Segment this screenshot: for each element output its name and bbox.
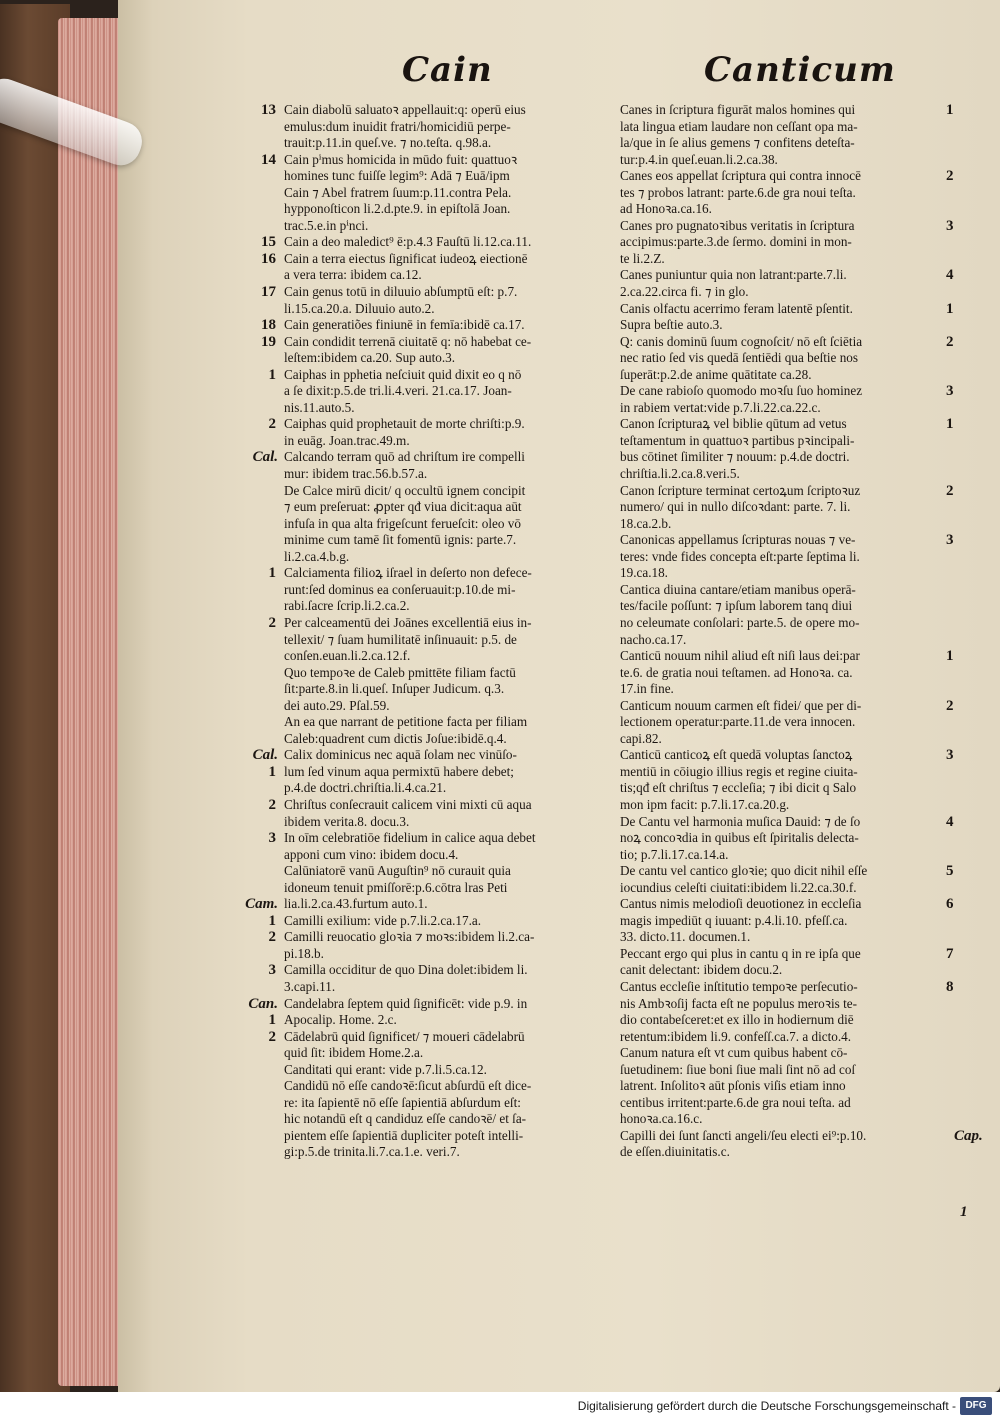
index-entry [620, 863, 954, 896]
entry-line: Per calceamentū dei Joānes excellentiā eius in- [284, 614, 532, 630]
entry-line: trac.5.e.in pⁱnci. [284, 217, 369, 233]
entry-line: Cain a terra eiectus ſignificat iudeoꝝ eiectionē [284, 250, 528, 266]
entry-line: centibus irritent:parte.6.de gra noui teſta. ad [620, 1094, 851, 1110]
entry-line: nis Ambꝛoſij facta eſt ne populus meroꝛis te- [620, 995, 858, 1011]
index-entry [620, 482, 954, 533]
entry-number: 4 [946, 267, 954, 284]
entry-line: ibidem verita.8. docu.3. [284, 813, 410, 829]
entry-line: Canditati qui erant: vide p.7.li.5.ca.12. [284, 1061, 487, 1077]
entry-line: Canticū canticoꝝ eſt quedā voluptas ſanctoꝝ [620, 747, 853, 763]
entry-line: la/que in ſe alius gemens ⁊ confitens deteſta- [620, 135, 855, 151]
entry-line: iocundius celeſti ciuitati:ibidem li.22.ca.30.f. [620, 879, 857, 895]
entry-line: teſtamentum in quattuoꝛ partibus pꝛincipali- [620, 432, 855, 448]
running-head-right: Canticum [704, 50, 896, 90]
index-entry [268, 565, 600, 615]
entry-number: 1 [268, 1012, 276, 1029]
entry-number: 2 [946, 333, 954, 350]
entry-line: lum ſed vinum aqua permixtū habere debet; [284, 763, 514, 779]
entry-line: 17.in fine. [620, 681, 674, 697]
entry-line: nacho.ca.17. [620, 631, 687, 647]
entry-number: 3 [946, 747, 954, 764]
dfg-logo: DFG [960, 1397, 992, 1415]
entry-line: Calciamenta filioꝝ iſrael in deſerto non defece- [284, 565, 532, 581]
entry-line: emulus:dum inuidit fratri/homicidiū perpe- [284, 118, 511, 134]
index-entry [284, 863, 600, 896]
page-edges [58, 18, 122, 1386]
index-entry [268, 1012, 600, 1029]
entry-line: capi.82. [620, 730, 662, 746]
entry-line: li.2.ca.4.b.g. [284, 548, 350, 564]
entry-line: Q: canis dominū ſuum cognoſcit/ nō eſt ſciētia [620, 333, 863, 349]
entry-line: dio contabeſceret:et ex illo in hodiernum diē [620, 1012, 854, 1028]
entry-line: tes ⁊ probos latrant: parte.6.de gra noui teſta. [620, 184, 856, 200]
entry-line: no celeumate conſolari: parte.5. de opere mo- [620, 614, 860, 630]
entry-line: Canon ſcripture terminat certoꝝum ſcriptoꝛuz [620, 482, 861, 498]
entry-line: tellexit/ ⁊ ſuam humilitatē inſinuauit: p.5. de [284, 631, 517, 647]
entry-line: tio; p.7.li.17.ca.14.a. [620, 846, 729, 862]
entry-number: 6 [946, 896, 954, 913]
entry-line: accipimus:parte.3.de ſermo. domini in mon- [620, 234, 852, 250]
entry-line: lectionem operatur:parte.11.de vera innocen. [620, 714, 856, 730]
index-entry [620, 813, 954, 864]
left-column [245, 102, 600, 1161]
entry-number: 2 [268, 416, 276, 433]
entry-line: Canes in ſcriptura figurāt malos homines qui [620, 102, 856, 117]
entry-line: tes/facile poſſunt: ⁊ ipſum laborem tanq diui [620, 598, 853, 614]
entry-line: Cantica diuina cantare/etiam manibus operā- [620, 581, 856, 597]
entry-line: Cādelabrū quid ſignificet/ ⁊ moueri cādelabrū [284, 1028, 525, 1044]
entry-line: a ſe dixit:p.5.de tri.li.4.veri. 21.ca.17. Joan- [284, 383, 512, 399]
entry-line: trauit:p.11.in queſ.ve. ⁊ no.teſta. q.98.a. [284, 135, 492, 151]
entry-line: De cane rabioſo quomodo moꝛſu ſuo hominez [620, 383, 863, 399]
index-entry [252, 747, 600, 764]
running-head-left: Cain [402, 50, 493, 90]
entry-line: mon ipm facit: p.7.li.17.ca.20.g. [620, 796, 790, 812]
entry-line: 18.ca.2.b. [620, 515, 672, 531]
entry-line: Cain pⁱmus homicida in mūdo fuit: quattuoꝛ [284, 151, 518, 167]
entry-line: idoneum tenuit pmiſſorē:p.6.cōtra lras Peti [284, 879, 508, 895]
entry-line: p.4.de doctri.chriſtia.li.4.ca.21. [284, 780, 447, 796]
entry-line: De Cantu vel harmonia muſica Dauid: ⁊ de ſo [620, 813, 861, 829]
entry-line: numero/ qui in nullo diſcoꝛdant: parte. 7. li. [620, 499, 851, 515]
entry-number: 3 [268, 830, 276, 847]
entry-line: Canonicas appellamus ſcripturas nouas ⁊ ve- [620, 532, 856, 548]
entry-line: hic notandū eſt q candiduz eſſe candoꝛē/ et ſa- [284, 1111, 527, 1127]
entry-line: Cantus eccleſie inſtitutio tempoꝛe perſecutio- [620, 978, 858, 994]
entry-line: 2.ca.22.circa fi. ⁊ in glo. [620, 284, 749, 300]
entry-number: 2 [268, 796, 276, 813]
index-entry [620, 217, 954, 268]
entry-line: Supra beſtie auto.3. [620, 317, 723, 333]
entry-line: Canis olfactu acerrimo feram latentē pſentit. [620, 300, 853, 316]
entry-line: ſit:parte.8.in li.queſ. Inſuper Judicum. q.3. [284, 681, 505, 697]
index-entry [620, 697, 954, 748]
entry-line: magis impediūt q iuuant: p.4.li.10. pfeſſ.ca. [620, 912, 848, 928]
entry-number: 15 [261, 234, 276, 251]
index-entry [268, 912, 600, 930]
entry-line: 19.ca.18. [620, 565, 668, 581]
index-entry [620, 267, 954, 300]
entry-line: Cain a deo maledict⁹ ē:p.4.3 Fauſtū li.12.ca.11. [284, 234, 532, 250]
entry-line: Calcando terram quō ad chriſtum ire compelli [284, 449, 525, 465]
entry-line: Calix dominicus nec aquā ſolam nec vinūſo- [284, 747, 517, 763]
entry-line: 33. dicto.11. documen.1. [620, 929, 751, 945]
entry-number: 4 [946, 813, 954, 830]
entry-line: Canticū nouum nihil aliud eſt niſi laus dei:par [620, 648, 860, 664]
index-entry [268, 929, 600, 962]
index-entry [261, 333, 600, 367]
entry-line: pi.18.b. [284, 945, 324, 961]
entry-number: 1 [946, 102, 954, 118]
index-entry [620, 102, 954, 168]
index-entry [620, 168, 954, 218]
index-entry [261, 151, 600, 235]
entry-line: Candelabra ſeptem quid ſignificēt: vide p.9. in [284, 995, 528, 1011]
entry-line: Peccant ergo qui plus in cantu q in re ipſa que [620, 945, 861, 961]
index-entry [268, 763, 600, 797]
entry-number: 5 [946, 863, 954, 880]
entry-number: 1 [946, 300, 954, 317]
index-entry [268, 1028, 600, 1062]
entry-line: Chriſtus conſecrauit calicem vini mixti cū aqua [284, 796, 532, 812]
entry-line: rabi.ſacre ſcrip.li.2.ca.2. [284, 598, 410, 614]
entry-line: bus cōtinet ſimiliter ⁊ nouum: p.4.de doctri. [620, 449, 850, 465]
entry-line: Cain generatiões finiunē in femīa:ibidē ca.17. [284, 317, 525, 333]
right-margin-number: 1 [960, 1204, 968, 1220]
entry-number: 17 [261, 284, 276, 301]
index-entry [284, 1078, 600, 1161]
entry-line: mur: ibidem trac.56.b.57.a. [284, 466, 428, 482]
entry-line: tis;qđ eſt chriſtus ⁊ eccleſia; ⁊ ibi dicit q Salo [620, 780, 857, 796]
entry-line: minime cum tamē ſit fomentū ignis: parte.7. [284, 532, 517, 548]
entry-line: Cain diabolū saluatoꝛ appellauit:q: operū eius [284, 102, 526, 117]
index-entry [268, 614, 600, 665]
entry-line: Capilli dei ſunt ſancti angeli/ſeu electi ei⁹:p.10. [620, 1127, 867, 1143]
index-entry [268, 366, 600, 417]
entry-line: chriſtia.li.2.ca.8.veri.5. [620, 466, 740, 482]
entry-line: Caiphas quid prophetauit de morte chriſti:p.9. [284, 416, 525, 432]
index-entry [268, 962, 600, 995]
entry-line: Cantus nimis melodioſi deuotionez in eccleſia [620, 896, 862, 912]
entry-line: Cain genus totū in diluuio abſumptū eſt: p.7. [284, 284, 518, 300]
section-marker: Cap. [954, 1127, 983, 1144]
entry-line: ſuetudinem: ſiue boni ſiue mali ſint nō ad coſ [620, 1061, 856, 1077]
index-entry [620, 333, 954, 384]
index-entry [284, 665, 600, 715]
entry-line: ad Honoꝛa.ca.16. [620, 201, 712, 217]
entry-line: Camilla occiditur de quo Dina dolet:ibidem li. [284, 962, 528, 978]
entry-number: 1 [268, 565, 276, 582]
index-entry [620, 383, 954, 416]
index-entry [284, 1062, 600, 1079]
index-entry [284, 483, 600, 566]
entry-number: 16 [261, 250, 276, 267]
entry-line: honoꝛa.ca.16.c. [620, 1111, 703, 1127]
entry-line: re: ita ſapientē nō eſſe ſapientiā abſurdum eſt: [284, 1094, 521, 1110]
entry-line: te li.2.Z. [620, 250, 665, 266]
entry-line: Canes eos appellat ſcriptura qui contra innocē [620, 168, 861, 184]
entry-line: a vera terra: ibidem ca.12. [284, 267, 422, 283]
index-entry [620, 747, 954, 813]
entry-line: Cain condidit terrenā ciuitatē q: nō habebat ce- [284, 333, 532, 349]
index-entry [248, 995, 600, 1013]
index-entry [261, 284, 600, 317]
index-entry [620, 1045, 942, 1128]
entry-number: 2 [946, 168, 954, 185]
index-entry [620, 945, 954, 979]
index-entry [268, 830, 600, 863]
entry-number: 1 [946, 416, 954, 433]
entry-line: runt:ſed dominus ea conſeruauit:p.10.de mi- [284, 581, 516, 597]
entry-line: homines tunc fuiſſe legim⁹: Adā ⁊ Euā/ipm [284, 168, 510, 184]
entry-number: 1 [268, 912, 276, 929]
entry-line: De cantu vel cantico gloꝛie; quo dicit nihil eſſe [620, 863, 868, 879]
footer-bar [0, 1392, 1000, 1422]
entry-line: leſtem:ibidem ca.20. Sup auto.3. [284, 350, 456, 366]
entry-number: 2 [946, 697, 954, 714]
entry-number: 3 [946, 383, 954, 400]
entry-line: mentiū in cōiugio illius regis et regine ciuita- [620, 763, 858, 779]
entry-line: lia.li.2.ca.43.furtum auto.1. [284, 896, 428, 912]
entry-line: apponi cum vino: ibidem docu.4. [284, 846, 459, 862]
entry-line: li.15.ca.20.a. Diluuio auto.2. [284, 300, 435, 316]
index-entry [245, 896, 600, 913]
index-entry [261, 102, 600, 152]
entry-line: 3.capi.11. [284, 978, 336, 994]
entry-line: gi:p.5.de trinita.li.7.ca.1.e. veri.7. [284, 1144, 460, 1160]
entry-line: hypponoſticon li.2.d.pte.9. in epiſtolā Joan. [284, 201, 511, 217]
entry-line: nec ratio ſed vis quedā ſentiēdi qua beſtie nos [620, 350, 859, 366]
section-marker: Can. [248, 995, 278, 1012]
entry-line: ⁊ eum preſeruat: ꝓpter qđ viua dicit:aqua aūt [284, 499, 522, 515]
entry-number: 14 [261, 151, 276, 168]
index-entry [284, 714, 600, 747]
entry-line: in euāg. Joan.trac.49.m. [284, 432, 410, 448]
entry-line: Cain ⁊ Abel fratrem ſuum:p.11.contra Pela. [284, 184, 512, 200]
index-entry [620, 582, 942, 648]
entry-line: dei auto.29. Pſal.59. [284, 697, 390, 713]
entry-line: Calūniatorē vanū Auguſtin⁹ nō curauit quia [284, 863, 511, 879]
entry-number: 2 [268, 1028, 276, 1045]
index-entry [620, 896, 954, 946]
entry-line: nis.11.auto.5. [284, 399, 355, 415]
entry-number: 3 [946, 217, 954, 234]
entry-line: Canon ſcripturaꝝ vel biblie qūtum ad vetus [620, 416, 847, 432]
entry-line: conſen.euan.li.2.ca.12.f. [284, 648, 411, 664]
right-column [620, 102, 983, 1161]
index-entry [620, 648, 954, 698]
entry-line: Camilli reuocatio gloꝛia ⁊ moꝛs:ibidem li.2.ca- [284, 929, 535, 945]
index-entry [620, 532, 954, 582]
entry-number: 3 [268, 962, 276, 979]
entry-line: ſuperāt:p.2.de anime quātitate ca.28. [620, 366, 812, 382]
entry-line: de eſſen.diuinitatis.c. [620, 1144, 730, 1160]
entry-line: Apocalip. Home. 2.c. [284, 1012, 397, 1028]
index-entry [261, 250, 600, 284]
index-entry [268, 796, 600, 830]
entry-line: Quo tempoꝛe de Caleb pmittēte filiam factū [284, 664, 516, 680]
entry-number: 7 [946, 945, 954, 962]
entry-line: infuſa in qua alta frigeſcunt ferueſcit: oleo vō [284, 515, 521, 531]
entry-line: De Calce mirū dicit/ q occultū ignem concipit [284, 482, 526, 498]
entry-number: 1 [946, 648, 954, 665]
index-entry [252, 449, 600, 482]
entry-line: canit delectant: ibidem docu.2. [620, 962, 783, 978]
entry-line: noꝝ concoꝛdia in quibus eſt ſpiritalis delecta- [620, 830, 859, 846]
entry-number: 2 [268, 929, 276, 946]
entry-line: Canum natura eſt vt cum quibus habent cō- [620, 1045, 848, 1061]
entry-line: lata lingua etiam laudare non ceſſant opa ma- [620, 118, 858, 134]
entry-line: in rabiem vertat:vide p.7.li.22.ca.22.c. [620, 399, 821, 415]
index-entry [261, 234, 600, 251]
entry-line: pientem eſſe ſapientiā dupliciter poteſt intelli- [284, 1127, 524, 1143]
entry-number: 1 [268, 763, 276, 780]
entry-line: Caiphas in pphetia neſciuit quid dixit eo q nō [284, 366, 522, 382]
index-entry [620, 300, 954, 334]
entry-line: retentum:ibidem li.9. confeſſ.ca.7. a dicto.4. [620, 1028, 852, 1044]
index-entry [620, 416, 954, 482]
entry-line: tur:p.4.in queſ.euan.li.2.ca.38. [620, 151, 778, 167]
entry-number: 13 [261, 102, 276, 118]
entry-number: 19 [261, 333, 276, 350]
index-entry [261, 317, 600, 334]
index-entry [620, 1127, 983, 1161]
entry-line: Candidū nō eſſe candoꝛē:ſicut abſurdū eſt dice- [284, 1078, 532, 1094]
entry-number: 1 [268, 366, 276, 383]
section-marker: Cal. [252, 449, 278, 466]
entry-line: Caleb:quadrent cum dictis Joſue:ibidē.q.4. [284, 730, 507, 746]
entry-line: Camilli exilium: vide p.7.li.2.ca.17.a. [284, 912, 482, 928]
index-entry [620, 978, 954, 1045]
entry-line: teres: vnde fides concepta eſt:parte ſeptima li. [620, 548, 860, 564]
funding-credit: Digitalisierung gefördert durch die Deutsche Forschungsgemeinschaft - [577, 1399, 956, 1413]
entry-line: latrent. Inſolitoꝛ aūt pſonis viſis etiam inno [620, 1078, 846, 1094]
entry-line: Canticum nouum carmen eſt fidei/ que per di- [620, 697, 862, 713]
entry-line: quid ſit: ibidem Home.2.a. [284, 1045, 424, 1061]
index-entry [268, 416, 600, 449]
entry-number: 3 [946, 532, 954, 549]
section-marker: Cam. [245, 896, 278, 913]
entry-number: 2 [946, 482, 954, 499]
entry-number: 8 [946, 978, 954, 995]
entry-number: 2 [268, 614, 276, 631]
entry-line: Canes puniuntur quia non latrant:parte.7.li. [620, 267, 847, 283]
entry-line: An ea que narrant de petitione facta per filiam [284, 714, 528, 730]
entry-line: Canes pro pugnatoꝛibus veritatis in ſcriptura [620, 217, 855, 233]
entry-line: In oīm celebratiōe fidelium in calice aqua debet [284, 830, 536, 846]
entry-number: 18 [261, 317, 276, 334]
entry-line: te.6. de gratia noui teſtamen. ad Honoꝛa. ca. [620, 664, 853, 680]
section-marker: Cal. [252, 747, 278, 764]
